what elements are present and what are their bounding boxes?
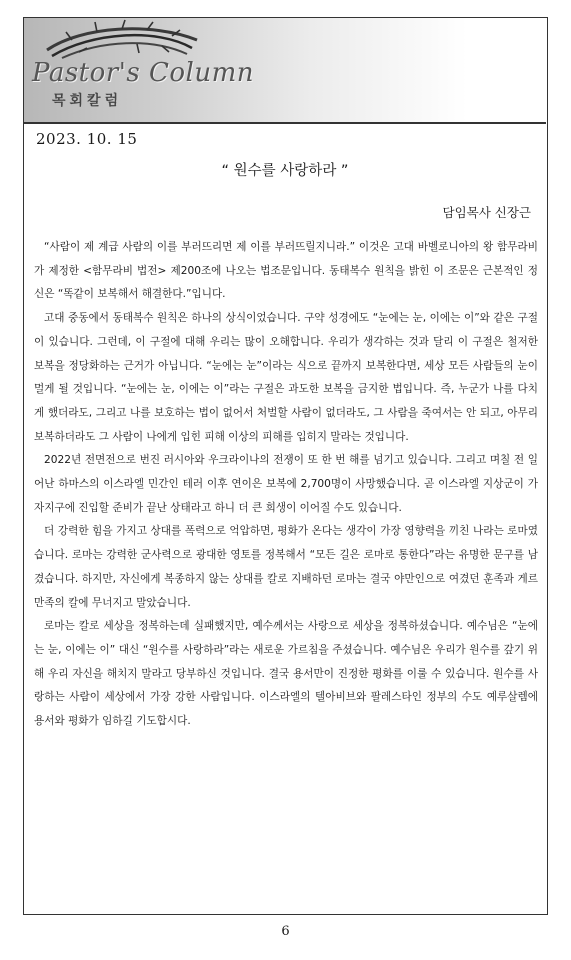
column-banner xyxy=(24,18,546,122)
banner-title: Pastor's Column xyxy=(32,58,254,88)
paragraph-2: 고대 중동에서 동태복수 원칙은 하나의 상식이었습니다. 구약 성경에도 “눈에는 눈, 이에는 이”와 같은 구절이 있습니다. 그런데, 이 구절에 대해 우리는 많이 오해합니다. 우리가 생각하는 것과 달리 이 구절은 철저한 보복을 정당화하는 근거가 아닙니다. “눈에는 눈”이라는 식으로 끝까지 보복한다면, 세상 모든 사람들의 눈이 멀게 될 것입니다. “눈에는 눈, 이에는 이”라는 구절은 과도한 보복을 금지한 법입니다. 즉, 누군가 나를 다치게 했더라도, 그리고 나를 보호하는 법이 없어서 처벌할 사람이 없더라도, 그 사람을 죽여서는 안 되고, 아무리 보복하더라도 그 사람이 나에게 입힌 피해 이상의 피해를 입히지 말라는 것입니다. xyxy=(34,312,538,443)
paragraph-4: 더 강력한 힘을 가지고 상대를 폭력으로 억압하면, 평화가 온다는 생각이 가장 영향력을 끼친 나라는 로마였습니다. 로마는 강력한 군사력으로 광대한 영토를 정복해서 “모든 길은 로마로 통한다”라는 유명한 문구를 남겼습니다. 하지만, 자신에게 복종하지 않는 상대를 칼로 지배하던 로마는 결국 야만인으로 여겼던 훈족과 게르만족의 칼에 무너지고 말았습니다. xyxy=(34,525,538,609)
column-date: 2023. 10. 15 xyxy=(36,130,138,148)
column-title: “ 원수를 사랑하라 ” xyxy=(221,163,349,179)
column-author: 담임목사 신장근 xyxy=(442,205,531,220)
page-number: 6 xyxy=(281,924,290,939)
banner-subtitle: 목회칼럼 xyxy=(52,93,123,109)
paragraph-3: 2022년 전면전으로 번진 러시아와 우크라이나의 전쟁이 또 한 번 해를 넘기고 있습니다. 그리고 며칠 전 일어난 하마스의 이스라엘 민간인 테러 이후 연이은 보복에 2,700명이 사망했습니다. 곧 이스라엘 지상군이 가자지구에 진입할 준비가 끝난 상태라고 하니 더 큰 희생이 이어질 수도 있습니다. xyxy=(34,454,538,514)
banner-divider xyxy=(24,122,546,124)
paragraph-1: “사람이 제 계급 사람의 이를 부러뜨리면 제 이를 부러뜨릴지니라.” 이것은 고대 바벨로니아의 왕 함무라비가 제정한 <함무라비 법전> 제200조에 나오는 법조문입니다. 동태복수 원칙을 밝힌 이 조문은 근본적인 정신은 “똑같이 보복해서 해결한다.”입니다. xyxy=(34,241,538,301)
column-frame xyxy=(23,17,548,915)
column-body xyxy=(34,236,538,734)
paragraph-5: 로마는 칼로 세상을 정복하는데 실패했지만, 예수께서는 사랑으로 세상을 정복하셨습니다. 예수님은 “눈에는 눈, 이에는 이” 대신 “원수를 사랑하라”라는 새로운 가르침을 주셨습니다. 예수님은 우리가 원수를 갚기 위해 우리 자신을 해치지 말라고 당부하신 것입니다. 결국 용서만이 진정한 평화를 이룰 수 있습니다. 원수를 사랑하는 사람이 세상에서 가장 강한 사람입니다. 이스라엘의 텔아비브와 팔레스타인 정부의 수도 예루살렘에 용서와 평화가 임하길 기도합시다. xyxy=(34,620,538,728)
